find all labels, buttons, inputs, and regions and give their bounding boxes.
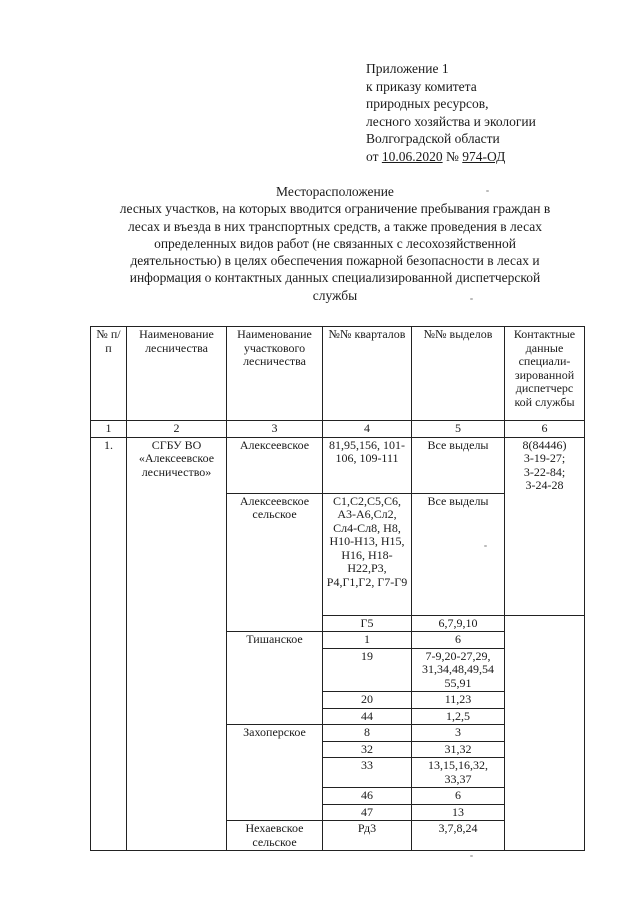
allotments-cell: 13,15,16,32, 33,37: [412, 758, 505, 788]
title-line: деятельностью) в целях обеспечения пожарной безопасности в лесах и: [130, 253, 540, 269]
scan-speck: [486, 190, 489, 192]
district-zakhoperskoe: Захоперское: [227, 725, 323, 821]
col-number: 3: [227, 421, 323, 438]
allotments-cell: 11,23: [412, 692, 505, 709]
allotments-cell: 1,2,5: [412, 708, 505, 725]
col-number: 2: [127, 421, 227, 438]
quarters-cell: 19: [323, 648, 412, 692]
allotments-cell: 3: [412, 725, 505, 742]
document-title: [80, 183, 590, 304]
col-number: 6: [505, 421, 585, 438]
allotments-cell: 31,32: [412, 741, 505, 758]
number-prefix: №: [442, 148, 463, 164]
appendix-line: Приложение 1: [366, 61, 449, 76]
scan-speck: [470, 855, 473, 857]
col-number: 1: [91, 421, 127, 438]
col-number: 4: [323, 421, 412, 438]
quarters-cell: Рд3: [323, 821, 412, 851]
forest-areas-table: [90, 326, 585, 851]
column-number-row: [91, 421, 585, 438]
appendix-block: [366, 60, 536, 165]
scan-speck: [470, 298, 473, 300]
header-quarters: №№ кварталов: [323, 327, 412, 421]
title-line: Месторасположение: [276, 184, 394, 199]
quarters-cell: 33: [323, 758, 412, 788]
scan-speck: [484, 545, 487, 547]
title-line: лесах и въезда в них транспортных средств, а также проведения в лесах: [127, 218, 543, 234]
allotments-cell: 6: [412, 788, 505, 805]
allotments-cell: 6,7,9,10: [412, 615, 505, 632]
forestry-name: СГБУ ВО «Алексеевское лесничество»: [127, 437, 227, 851]
table-row: [91, 437, 585, 493]
appendix-line: к приказу комитета: [366, 78, 477, 94]
table-header-row: [91, 327, 585, 421]
appendix-line: лесного хозяйства и экологии: [366, 113, 536, 129]
quarters-cell: Г5: [323, 615, 412, 632]
allotments-cell: Все выделы: [412, 437, 505, 493]
quarters-cell: 44: [323, 708, 412, 725]
quarters-cell: 32: [323, 741, 412, 758]
district-alekseevskoe: Алексеевское: [227, 437, 323, 493]
appendix-line: природных ресурсов,: [366, 96, 489, 111]
quarters-cell: С1,С2,С5,С6, А3-А6,Сл2, Сл4-Сл8, Н8, Н10-Н13, Н15, Н16, Н18-Н22,Р3, Р4,Г1,Г2, Г7-Г9: [323, 493, 412, 615]
title-line: лесных участков, на которых вводится ограничение пребывания граждан в: [119, 201, 551, 217]
order-number: 974-ОД: [462, 148, 506, 164]
contact-line: 3-19-27;: [523, 451, 566, 465]
quarters-cell: 20: [323, 692, 412, 709]
contacts-cell: [505, 437, 585, 615]
date-prefix: от: [366, 148, 382, 164]
quarters-cell: 46: [323, 788, 412, 805]
row-number: 1.: [91, 437, 127, 851]
title-line: информация о контактных данных специализированной диспетчерской: [129, 270, 541, 286]
appendix-line: Волгоградской области: [366, 131, 500, 146]
header-allotments: №№ выделов: [412, 327, 505, 421]
allotments-cell: 7-9,20-27,29, 31,34,48,49,54 55,91: [412, 648, 505, 692]
header-forestry: Наименование лесничества: [127, 327, 227, 421]
district-alekseevskoe-rural: Алексеевское сельское: [227, 493, 323, 632]
quarters-cell: 47: [323, 804, 412, 821]
contacts-empty-cell: [505, 615, 585, 851]
quarters-cell: 81,95,156, 101-106, 109-111: [323, 437, 412, 493]
appendix-order-line: [366, 148, 536, 166]
quarters-cell: 1: [323, 632, 412, 649]
contact-line: 3-24-28: [525, 478, 564, 492]
allotments-cell: 3,7,8,24: [412, 821, 505, 851]
allotments-cell: Все выделы: [412, 493, 505, 615]
district-tishanskoe: Тишанское: [227, 632, 323, 725]
header-contacts: Контактные данные специали-зированной диспетчерс кой службы: [505, 327, 585, 421]
district-nekhaevskoe-rural: Нехаевское сельское: [227, 821, 323, 851]
header-district: Наименование участкового лесничества: [227, 327, 323, 421]
header-num: № п/п: [91, 327, 127, 421]
order-date: 10.06.2020: [381, 148, 443, 164]
quarters-cell: 8: [323, 725, 412, 742]
contact-line: 3-22-84;: [523, 464, 566, 479]
contact-line: 8(84446): [522, 437, 567, 452]
title-line: службы: [312, 287, 358, 303]
allotments-cell: 6: [412, 632, 505, 649]
col-number: 5: [412, 421, 505, 438]
allotments-cell: 13: [412, 804, 505, 821]
title-line: определенных видов работ (не связанных с лесохозяйственной: [154, 235, 516, 251]
